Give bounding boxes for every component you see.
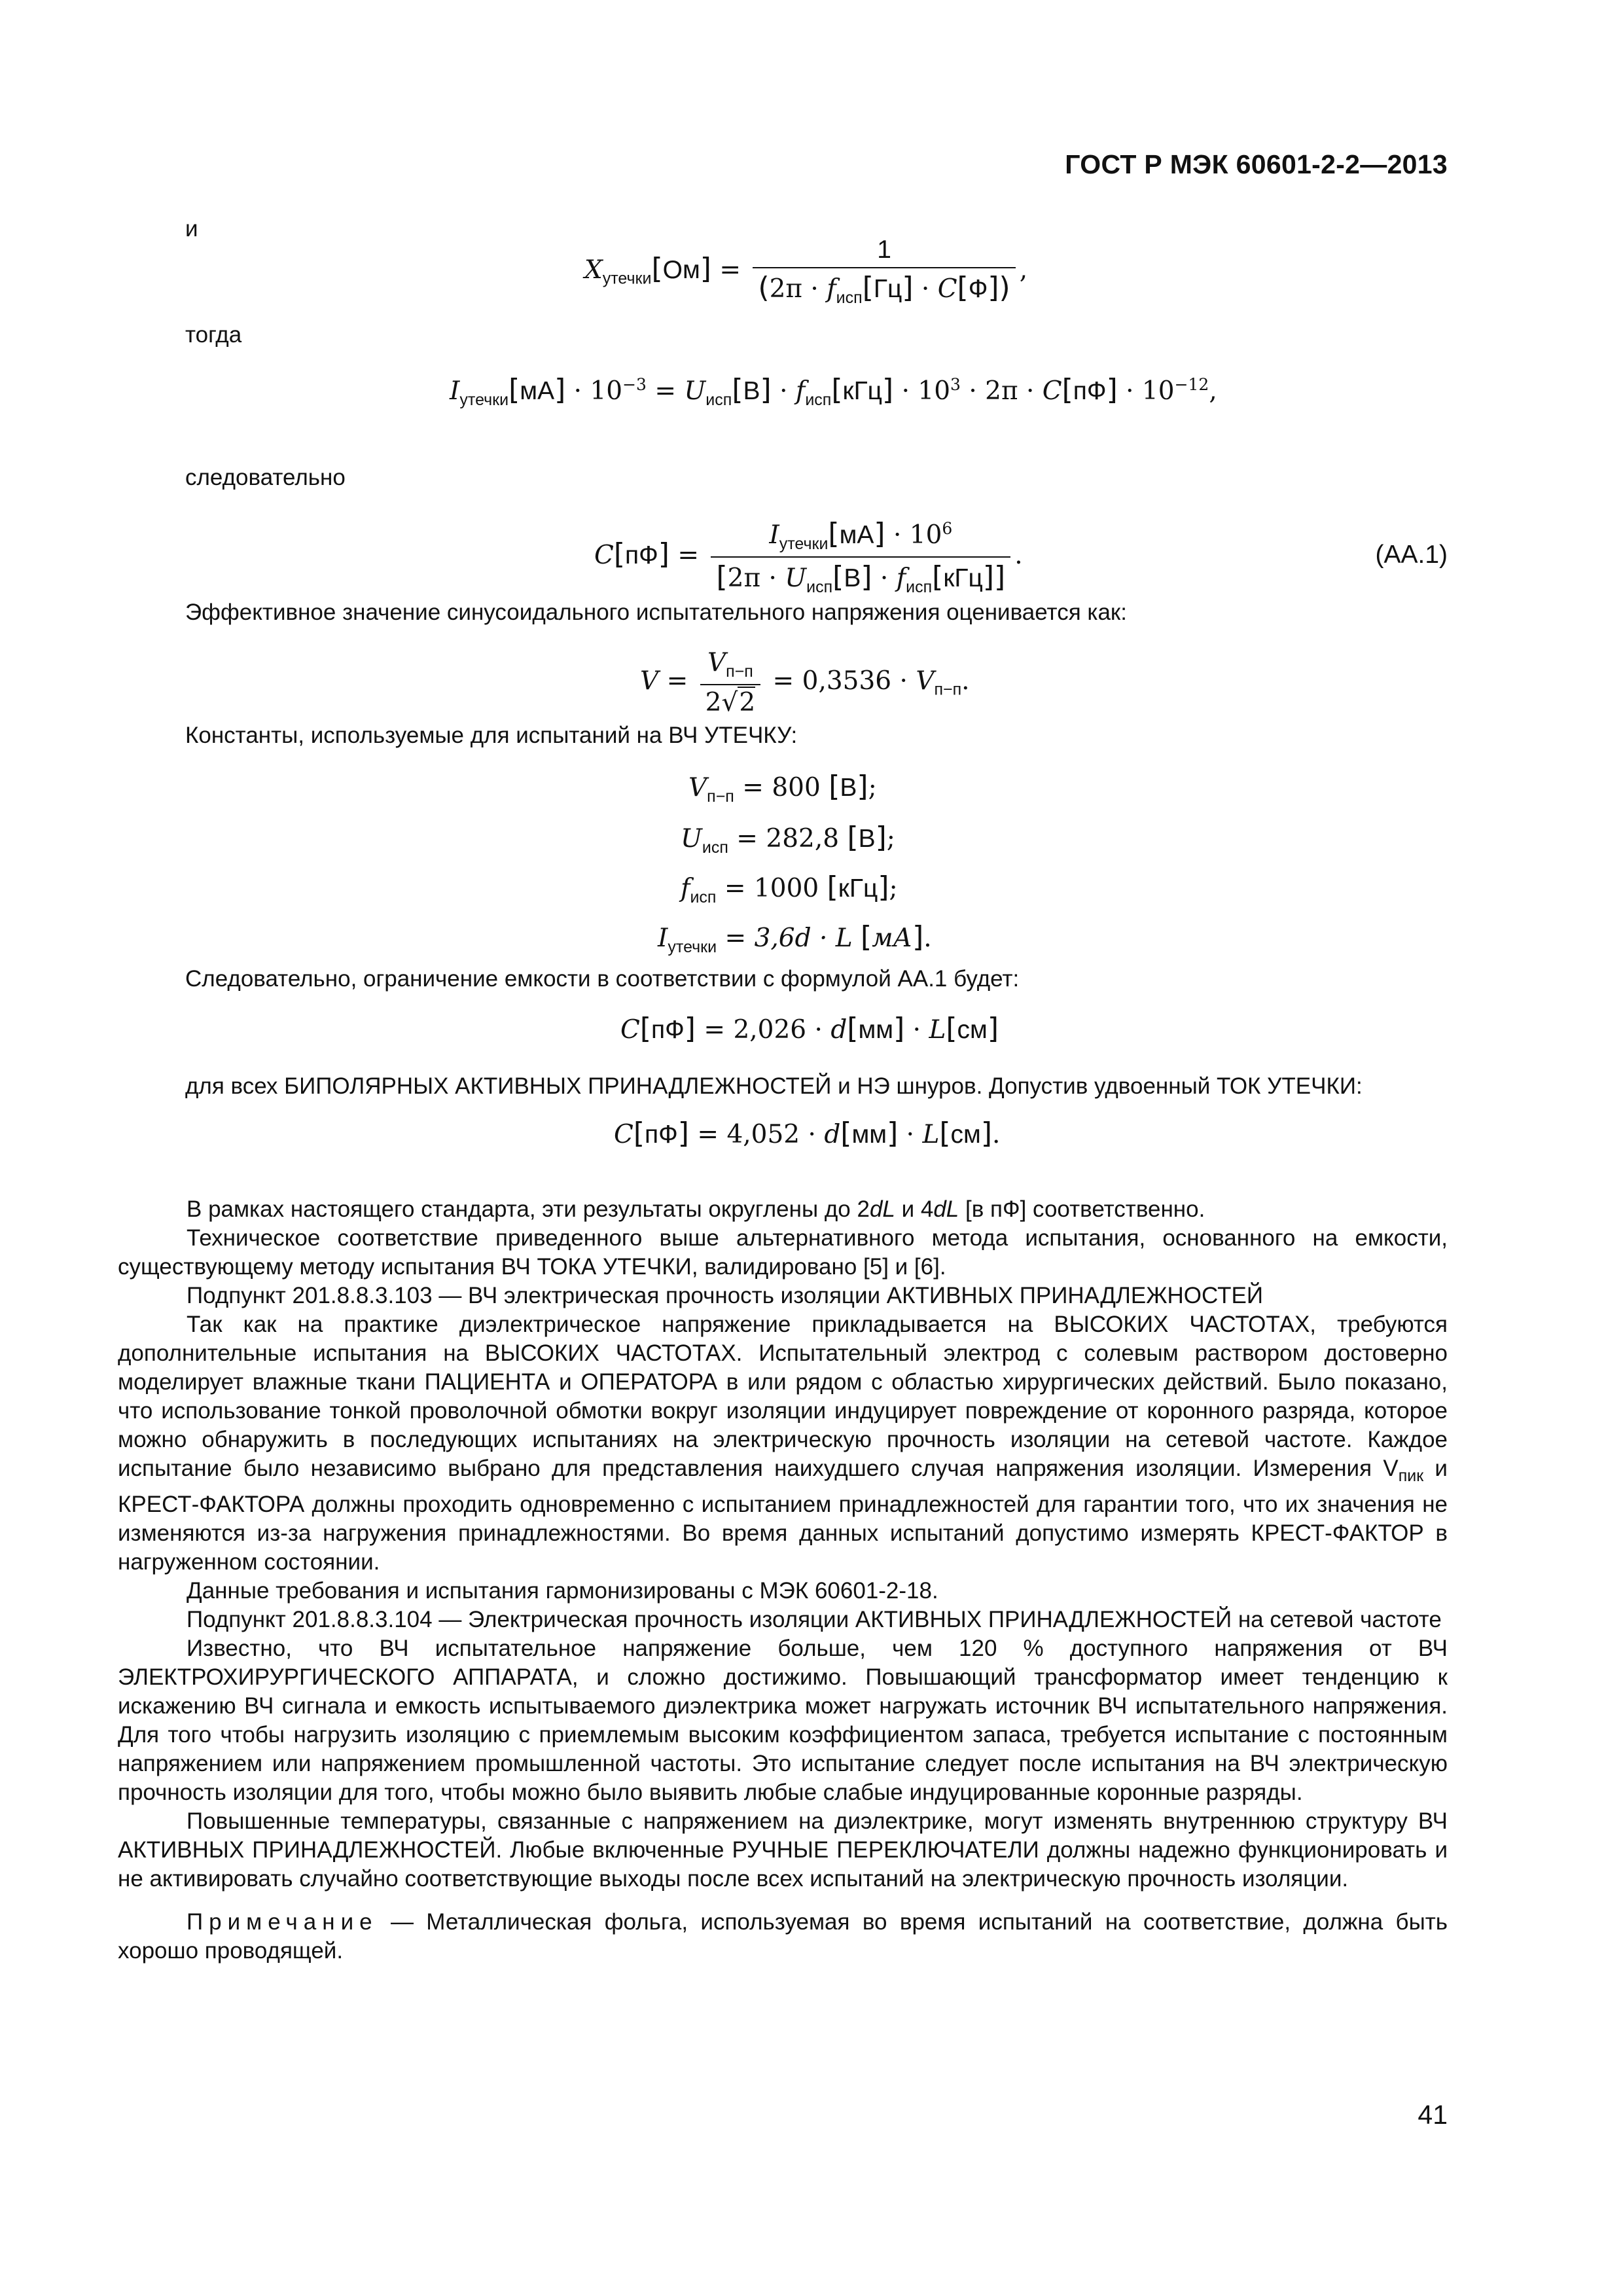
i-leak-exp2: 3 xyxy=(950,375,961,394)
paragraph: Повышенные температуры, связанные с напряжением на диэлектрике, могут изменять внутреннюю структуру ВЧ АКТИВНЫХ ПРИНАДЛЕЖНОСТЕЙ. Любые включенные РУЧНЫЕ ПЕРЕКЛЮЧАТЕЛИ должны надежно функционировать и не активировать случайно соответствующие выходы после всех испытаний на электрическую прочность изоляции. xyxy=(118,1808,1448,1892)
label-constants-intro: Константы, используемые для испытаний на ВЧ УТЕЧКУ: xyxy=(185,723,798,748)
label-and: и xyxy=(185,216,198,242)
equation-number: (АА.1) xyxy=(1375,541,1448,569)
paragraph: Так как на практике диэлектрическое напряжение прикладывается на ВЫСОКИХ ЧАСТОТАХ, требуются дополнительные испытания на ВЫСОКИХ ЧАСТОТАХ. Испытательный электрод с солевым раствором достоверно моделирует влажные ткани ПАЦИЕНТА и ОПЕРАТОРА в или рядом с областью хирургических действий. Было показано, что использование тонкой проволочной обмотки вокруг изоляции индуцирует повреждение от коронного разряда, которое можно обнаружить в последующих испытаниях на электрическую прочность изоляции на сетевой частоте. Каждое испытание было независимо выбрано для представления наихудшего случая напряжения изоляции. Измерения $V_{пик}$ и КРЕСТ-ФАКТОРА должны проходить одновременно с испытанием принадлежностей для гарантии того, что их значения не изменяются из-за нагружения принадлежностями. Во время данных испытаний допустимо измерять КРЕСТ-ФАКТОР в нагруженном состоянии. xyxy=(118,1312,1448,1575)
x-leak-sub: утечки xyxy=(602,269,652,288)
x-leak-num: 1 xyxy=(877,236,891,264)
formula-rms: V = $\frac{V_{п-п}}{2√2}$ = $0,3536 \cdot V_{п-п}$. xyxy=(640,648,970,717)
note-text: — Металлическая фольга, используемая во время испытаний на соответствие, должна быть хорошо проводящей. xyxy=(118,1909,1448,1964)
label-limit-intro: Следовательно, ограничение емкости в соответствии с формулой АА.1 будет: xyxy=(185,966,1020,992)
paragraph: Техническое соответствие приведенного выше альтернативного метода испытания, основанного на емкости, существующему методу испытания ВЧ ТОКА УТЕЧКИ, валидировано [5] и [6]. xyxy=(118,1225,1448,1280)
label-therefore: следовательно xyxy=(185,465,346,490)
formula-c-limit-2: C[пФ] = 4,052 · d[мм] · L[см]. xyxy=(614,1117,1001,1150)
document-header: ГОСТ Р МЭК 60601-2-2—2013 xyxy=(1065,149,1448,179)
formula-x-leak: $X_{утечки}[Ом]$ = $\frac{1}{(2\pi \cdot f_{исп}[Гц] \cdot C[Ф])}$ , xyxy=(584,236,1028,307)
i-leak-exp1: −3 xyxy=(622,375,647,394)
formula-c-limit-1: C[пФ] = 2,026 · d[мм] · L[см] xyxy=(620,1012,999,1045)
page-number: 41 xyxy=(1418,2100,1448,2130)
formula-c: C[пФ] = $\frac{I_{утечки}[мА] \cdot 10^6}{[2\pi \cdot U_{исп}[В] \cdot f_{исп}[кГц]]}$ . xyxy=(594,517,1023,596)
body-text xyxy=(118,1195,1448,1965)
constant-row: $I_{утечки} = 3,6d \cdot L$ [мА]. xyxy=(658,920,932,956)
rms-coef: 0,3536 xyxy=(802,666,892,696)
constant-row: $V_{п-п} = 800$ [В]; xyxy=(688,770,877,806)
paragraph: Данные требования и испытания гармонизированы с МЭК 60601-2-18. xyxy=(187,1578,938,1604)
constant-row: $U_{исп} = 282,8$ [В]; xyxy=(681,821,895,857)
x-leak-var: X xyxy=(584,255,603,285)
label-for-all: для всех БИПОЛЯРНЫХ АКТИВНЫХ ПРИНАДЛЕЖНОСТЕЙ и НЭ шнуров. Допустив удвоенный ТОК УТЕЧКИ: xyxy=(185,1073,1363,1099)
subclause-heading: Подпункт 201.8.8.3.104 — Электрическая прочность изоляции АКТИВНЫХ ПРИНАДЛЕЖНОСТЕЙ на сетевой частоте xyxy=(187,1607,1442,1632)
constant-row: $f_{исп} = 1000$ [кГц]; xyxy=(681,870,898,906)
paragraph: В рамках настоящего стандарта, эти результаты округлены до 2dL и 4dL [в пФ] соответственно. xyxy=(187,1196,1205,1222)
c-formula-exp: 6 xyxy=(942,519,953,538)
i-leak-exp3: −12 xyxy=(1174,375,1209,394)
note xyxy=(118,1908,1448,1965)
note-label: Примечание xyxy=(187,1909,378,1935)
paragraph: Известно, что ВЧ испытательное напряжение больше, чем 120 % доступного напряжения от ВЧ ЭЛЕКТРОХИРУРГИЧЕСКОГО АППАРАТА, и сложно достижимо. Повышающий трансформатор имеет тенденцию к искажению ВЧ сигнала и емкость испытываемого диэлектрика может нагружать источник ВЧ испытательного напряжения. Для того чтобы нагрузить изоляцию с приемлемым высоким коэффициентом запаса, требуется испытание с постоянным напряжением или напряжением промышленной частоты. Это испытание следует после испытания на ВЧ электрическую прочность изоляции для того, чтобы можно было выявить любые слабые индуцированные коронные разряды. xyxy=(118,1636,1448,1805)
x-leak-unit: Ом xyxy=(662,255,700,284)
label-then: тогда xyxy=(185,322,242,348)
formula-i-leak: $I_{утечки}[мА] \cdot 10^{-3} = U_{исп}[В] \cdot f_{исп}[кГц] \cdot 10^3 \cdot 2\pi \cdot C[пФ] \cdot 10^{-12}$, xyxy=(450,373,1217,409)
label-rms-intro: Эффективное значение синусоидального испытательного напряжения оценивается как: xyxy=(185,600,1127,625)
subclause-heading: Подпункт 201.8.8.3.103 — ВЧ электрическая прочность изоляции АКТИВНЫХ ПРИНАДЛЕЖНОСТЕЙ xyxy=(187,1283,1264,1308)
